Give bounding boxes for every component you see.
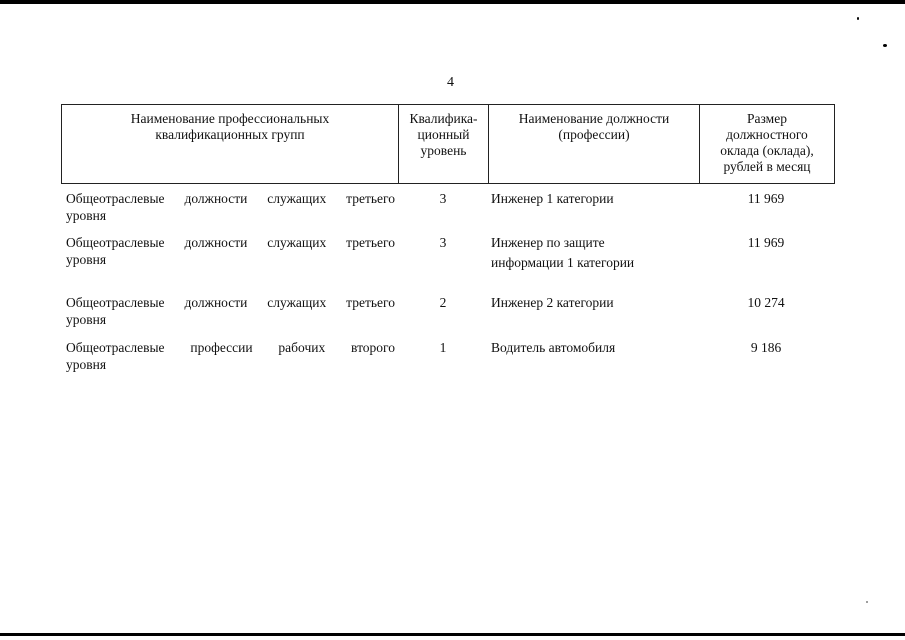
- cell-professional-group: [66, 294, 395, 328]
- group-text-line: Общеотраслевые должности служащих третьего: [66, 295, 395, 310]
- group-text-line: уровня: [66, 312, 107, 327]
- cell-professional-group: [66, 234, 395, 268]
- scan-speck: [866, 601, 868, 603]
- header-qualification-level: Квалифика- ционный уровень: [399, 105, 489, 183]
- scan-speck: [857, 17, 859, 20]
- group-text-line: Общеотраслевые должности служащих третьего: [66, 235, 395, 250]
- cell-salary: 10 274: [747, 295, 785, 310]
- table-header: [61, 104, 835, 184]
- cell-salary: 11 969: [747, 235, 785, 250]
- header-professional-group: Наименование профессиональных квалификационных групп: [62, 105, 399, 183]
- cell-salary: 9 186: [750, 340, 782, 355]
- group-text-line: Общеотраслевые должности служащих третьего: [66, 191, 395, 206]
- group-text-line: уровня: [66, 208, 107, 223]
- cell-position-name: Инженер по защите информации 1 категории: [491, 235, 635, 270]
- page-number: 4: [447, 75, 454, 90]
- scan-edge-bottom: [0, 633, 905, 636]
- scan-edge-top: [0, 0, 905, 4]
- cell-qualification-level: 3: [439, 191, 447, 206]
- cell-qualification-level: 3: [439, 235, 447, 250]
- cell-position-name: Инженер 2 категории: [491, 295, 614, 310]
- cell-position-name: Водитель автомобиля: [491, 340, 616, 355]
- group-text-line: уровня: [66, 252, 107, 267]
- header-salary: Размер должностного оклада (оклада), рублей в месяц: [720, 111, 814, 174]
- group-text-line: Общеотраслевые профессии рабочих второго: [66, 340, 395, 355]
- cell-professional-group: [66, 190, 395, 224]
- scan-speck: [883, 44, 887, 47]
- cell-position-name: Инженер 1 категории: [491, 191, 614, 206]
- cell-qualification-level: 1: [439, 340, 447, 355]
- header-position-name: Наименование должности (профессии): [489, 105, 700, 183]
- group-text-line: уровня: [66, 357, 107, 372]
- cell-professional-group: [66, 339, 395, 373]
- cell-qualification-level: 2: [439, 295, 447, 310]
- cell-salary: 11 969: [747, 191, 785, 206]
